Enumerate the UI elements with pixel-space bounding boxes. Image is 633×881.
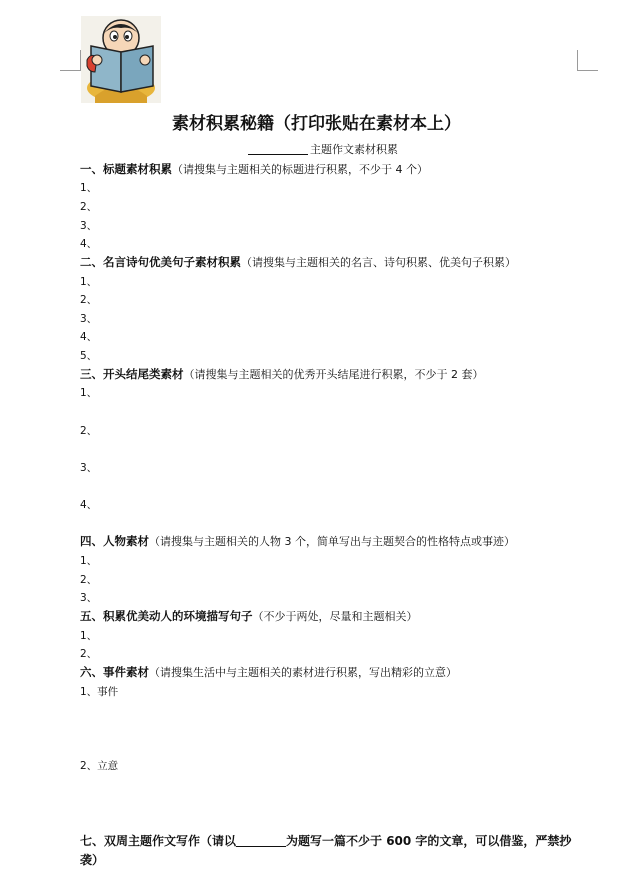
essay-title-blank[interactable]	[236, 834, 286, 847]
list-item: 2、	[80, 201, 98, 213]
section-7-heading	[80, 832, 580, 870]
section-3-heading	[80, 367, 484, 382]
list-item: 4、	[80, 238, 98, 250]
section-heading: 一、标题素材积累	[80, 162, 172, 176]
list-item: 3、	[80, 592, 98, 604]
page-corner-mark-top-right	[577, 50, 598, 71]
section-note: （请搜集与主题相关的优秀开头结尾进行积累，不少于 2 套）	[183, 368, 484, 381]
subtitle-text: 主题作文素材积累	[310, 143, 398, 156]
topic-blank[interactable]	[248, 143, 308, 155]
list-item: 3、	[80, 313, 98, 325]
section-7-text-part2: 为题写一篇不少于 600 字的文章，可以借鉴，严禁抄袭）	[80, 834, 572, 867]
section-note: （请搜集与主题相关的名言、诗句积累、优美句子积累）	[241, 256, 516, 269]
list-item: 2、	[80, 425, 98, 437]
list-item: 2、	[80, 648, 98, 660]
list-item: 2、	[80, 574, 98, 586]
section-note: （请搜集与主题相关的标题进行积累，不少于 4 个）	[172, 163, 428, 176]
section-1-heading	[80, 162, 428, 177]
subtitle	[248, 141, 398, 157]
list-item: 2、	[80, 294, 98, 306]
section-heading: 五、积累优美动人的环境描写句子	[80, 609, 253, 623]
section-heading: 四、人物素材	[80, 534, 149, 548]
list-item: 1、	[80, 555, 98, 567]
list-item: 1、事件	[80, 686, 119, 698]
list-item: 4、	[80, 331, 98, 343]
page-corner-mark-top-left	[60, 50, 81, 71]
section-heading: 三、开头结尾类素材	[80, 367, 184, 381]
list-item: 5、	[80, 350, 98, 362]
section-2-heading	[80, 255, 516, 270]
section-4-heading	[80, 534, 515, 549]
section-heading: 二、名言诗句优美句子素材积累	[80, 255, 241, 269]
section-note: （不少于两处，尽量和主题相关）	[252, 610, 418, 623]
document-title: 素材积累秘籍（打印张贴在素材本上）	[172, 114, 461, 134]
section-6-heading	[80, 665, 457, 680]
section-heading: 六、事件素材	[80, 665, 149, 679]
list-item: 1、	[80, 182, 98, 194]
section-note: （请搜集与主题相关的人物 3 个，简单写出与主题契合的性格特点或事迹）	[149, 535, 515, 548]
section-5-heading	[80, 609, 418, 624]
list-item: 3、	[80, 462, 98, 474]
list-item: 1、	[80, 276, 98, 288]
list-item: 1、	[80, 630, 98, 642]
list-item: 4、	[80, 499, 98, 511]
study-cartoon-image	[81, 16, 161, 103]
list-item: 2、立意	[80, 760, 119, 772]
list-item: 3、	[80, 220, 98, 232]
section-7-text-part1: 七、双周主题作文写作（请以	[80, 834, 237, 848]
section-note: （请搜集生活中与主题相关的素材进行积累，写出精彩的立意）	[149, 666, 457, 679]
list-item: 1、	[80, 387, 98, 399]
